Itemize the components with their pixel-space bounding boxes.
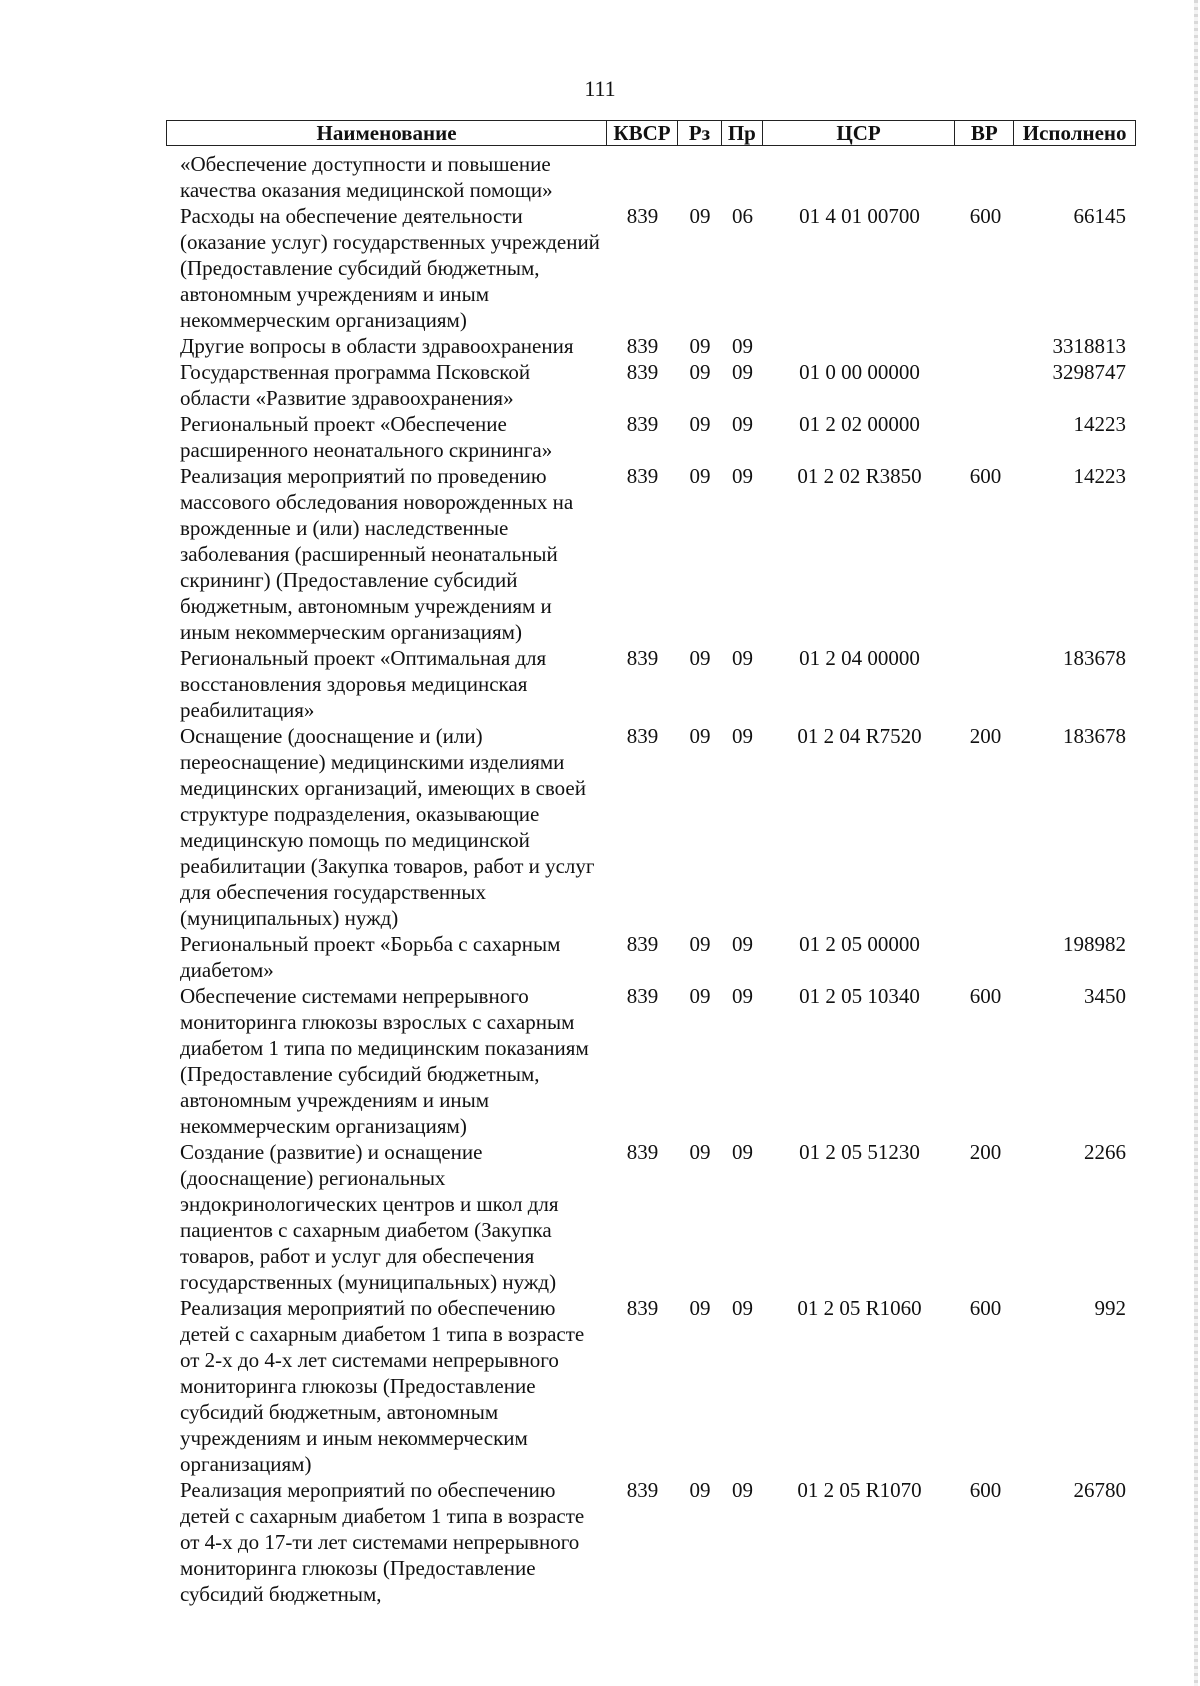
cell-rz: 09: [689, 646, 711, 670]
cell-vr: 600: [969, 1296, 1002, 1320]
cell-csr: 01 2 04 00000: [799, 646, 920, 670]
cell-pr: 09: [732, 984, 753, 1008]
cell-name: Другие вопросы в области здравоохранения: [180, 334, 574, 358]
cell-vr: 600: [969, 464, 1002, 488]
cell-pr: 09: [732, 1478, 753, 1502]
header-rz: Рз: [678, 121, 722, 145]
table-row: [166, 1295, 1136, 1477]
cell-rz: 09: [689, 464, 711, 488]
cell-kvsr: 839: [626, 1478, 659, 1502]
cell-csr: 01 4 01 00700: [799, 204, 920, 228]
cell-name: Реализация мероприятий по обеспечению детей с сахарным диабетом 1 типа в возрасте от 2-х до 4-х лет системами непрерывного мониторинга глюкозы (Предоставление субсидий бюджетным, автономным учреждениям и иным некоммерческим организациям): [180, 1296, 585, 1476]
cell-kvsr: 839: [626, 724, 659, 748]
cell-kvsr: 839: [626, 360, 659, 384]
cell-done: 183678: [1063, 724, 1126, 748]
cell-name: Создание (развитие) и оснащение (дооснащение) региональных эндокринологических центров и школ для пациентов с сахарным диабетом (Закупка товаров, работ и услуг для обеспечения государственных (муниципальных) нужд): [180, 1140, 559, 1294]
cell-pr: 09: [732, 1296, 753, 1320]
cell-rz: [678, 151, 722, 203]
cell-vr: 200: [969, 724, 1002, 748]
cell-csr: 01 2 05 10340: [799, 984, 920, 1008]
table-row: [166, 151, 1136, 203]
cell-vr: [956, 359, 1015, 411]
cell-pr: 09: [732, 360, 753, 384]
cell-name: Региональный проект «Обеспечение расширенного неонатального скрининга»: [180, 412, 553, 462]
table-row: [166, 203, 1136, 333]
table-row: [166, 645, 1136, 723]
table-row: [166, 983, 1136, 1139]
cell-done: 992: [1094, 1296, 1126, 1320]
cell-rz: 09: [689, 412, 711, 436]
cell-kvsr: 839: [626, 646, 659, 670]
cell-vr: [956, 931, 1015, 983]
cell-csr: 01 0 00 00000: [799, 360, 920, 384]
cell-kvsr: 839: [626, 412, 659, 436]
table-row: [166, 1477, 1136, 1607]
cell-pr: 09: [732, 646, 753, 670]
header-pr: Пр: [722, 121, 763, 145]
table-body: [166, 151, 1136, 1607]
cell-kvsr: [607, 151, 678, 203]
cell-done: 66145: [1073, 204, 1126, 228]
cell-csr: 01 2 05 R1060: [797, 1296, 922, 1320]
cell-pr: 09: [732, 334, 753, 358]
cell-csr: 01 2 05 00000: [799, 932, 920, 956]
cell-kvsr: 839: [626, 204, 659, 228]
cell-done: 2266: [1084, 1140, 1126, 1164]
cell-rz: 09: [689, 724, 711, 748]
header-done: Исполнено: [1022, 121, 1127, 145]
cell-pr: 09: [732, 412, 753, 436]
cell-pr: [722, 151, 763, 203]
cell-csr: 01 2 02 R3850: [797, 464, 922, 488]
table-row: [166, 723, 1136, 931]
scan-edge: [1194, 0, 1198, 1686]
header-csr: ЦСР: [763, 121, 956, 145]
cell-vr: 600: [969, 984, 1002, 1008]
cell-done: 183678: [1063, 646, 1126, 670]
cell-kvsr: 839: [626, 932, 659, 956]
cell-rz: 09: [689, 984, 711, 1008]
cell-pr: 09: [732, 1140, 753, 1164]
cell-pr: 09: [732, 724, 753, 748]
header-name: Наименование: [167, 121, 607, 145]
table-row: [166, 1139, 1136, 1295]
cell-vr: [956, 411, 1015, 463]
cell-pr: 06: [732, 204, 753, 228]
cell-done: 3318813: [1052, 334, 1126, 358]
table-row: [166, 333, 1136, 359]
cell-name: «Обеспечение доступности и повышение качества оказания медицинской помощи»: [180, 152, 553, 202]
cell-csr: 01 2 05 R1070: [797, 1478, 922, 1502]
table-row: [166, 411, 1136, 463]
cell-kvsr: 839: [626, 334, 659, 358]
cell-rz: 09: [689, 1140, 711, 1164]
cell-csr: 01 2 02 00000: [799, 412, 920, 436]
cell-kvsr: 839: [626, 984, 659, 1008]
table-row: [166, 931, 1136, 983]
cell-pr: 09: [732, 932, 753, 956]
cell-vr: 600: [969, 1478, 1002, 1502]
cell-vr: 600: [969, 204, 1002, 228]
table-header: [166, 120, 1136, 146]
cell-done: 198982: [1063, 932, 1126, 956]
cell-csr: [763, 151, 956, 203]
table-row: [166, 463, 1136, 645]
cell-done: 26780: [1073, 1478, 1126, 1502]
cell-rz: 09: [689, 360, 711, 384]
cell-csr: 01 2 04 R7520: [797, 724, 922, 748]
cell-done: 14223: [1073, 464, 1126, 488]
cell-vr: [956, 151, 1015, 203]
cell-pr: 09: [732, 464, 753, 488]
table-row: [166, 359, 1136, 411]
cell-vr: [956, 645, 1015, 723]
cell-name: Государственная программа Псковской области «Развитие здравоохранения»: [180, 360, 531, 410]
cell-csr: 01 2 05 51230: [799, 1140, 920, 1164]
cell-rz: 09: [689, 932, 711, 956]
cell-name: Региональный проект «Оптимальная для восстановления здоровья медицинская реабилитация»: [180, 646, 547, 722]
cell-vr: [956, 333, 1015, 359]
cell-name: Расходы на обеспечение деятельности (оказание услуг) государственных учреждений (Предоставление субсидий бюджетным, автономным учреждениям и иным некоммерческим организациям): [180, 204, 600, 332]
cell-csr: [763, 333, 956, 359]
cell-name: Оснащение (дооснащение и (или) переоснащение) медицинскими изделиями медицинских организаций, имеющих в своей структуре подразделения, оказывающие медицинскую помощь по медицинской реабилитации (Закупка товаров, работ и услуг для обеспечения государственных (муниципальных) нужд): [180, 724, 595, 930]
cell-kvsr: 839: [626, 1296, 659, 1320]
cell-vr: 200: [969, 1140, 1002, 1164]
cell-done: 3298747: [1052, 360, 1126, 384]
cell-name: Реализация мероприятий по проведению массового обследования новорожденных на врожденные и (или) наследственные заболевания (расширенный неонатальный скрининг) (Предоставление субсидий бюджетным, автономным учреждениям и иным некоммерческим организациям): [180, 464, 574, 644]
header-vr: ВР: [955, 121, 1014, 145]
cell-done: [1015, 151, 1136, 203]
cell-name: Региональный проект «Борьба с сахарным диабетом»: [180, 932, 561, 982]
cell-rz: 09: [689, 334, 711, 358]
cell-rz: 09: [689, 1478, 711, 1502]
cell-done: 3450: [1084, 984, 1126, 1008]
cell-kvsr: 839: [626, 1140, 659, 1164]
cell-name: Обеспечение системами непрерывного мониторинга глюкозы взрослых с сахарным диабетом 1 типа по медицинским показаниям (Предоставление субсидий бюджетным, автономным учреждениям и иным некоммерческим организациям): [180, 984, 589, 1138]
cell-rz: 09: [689, 204, 711, 228]
cell-done: 14223: [1073, 412, 1126, 436]
header-kvsr: КВСР: [607, 121, 678, 145]
cell-name: Реализация мероприятий по обеспечению детей с сахарным диабетом 1 типа в возрасте от 4-х до 17-ти лет системами непрерывного мониторинга глюкозы (Предоставление субсидий бюджетным,: [180, 1478, 585, 1606]
page-number: 111: [584, 76, 616, 101]
cell-rz: 09: [689, 1296, 711, 1320]
cell-kvsr: 839: [626, 464, 659, 488]
